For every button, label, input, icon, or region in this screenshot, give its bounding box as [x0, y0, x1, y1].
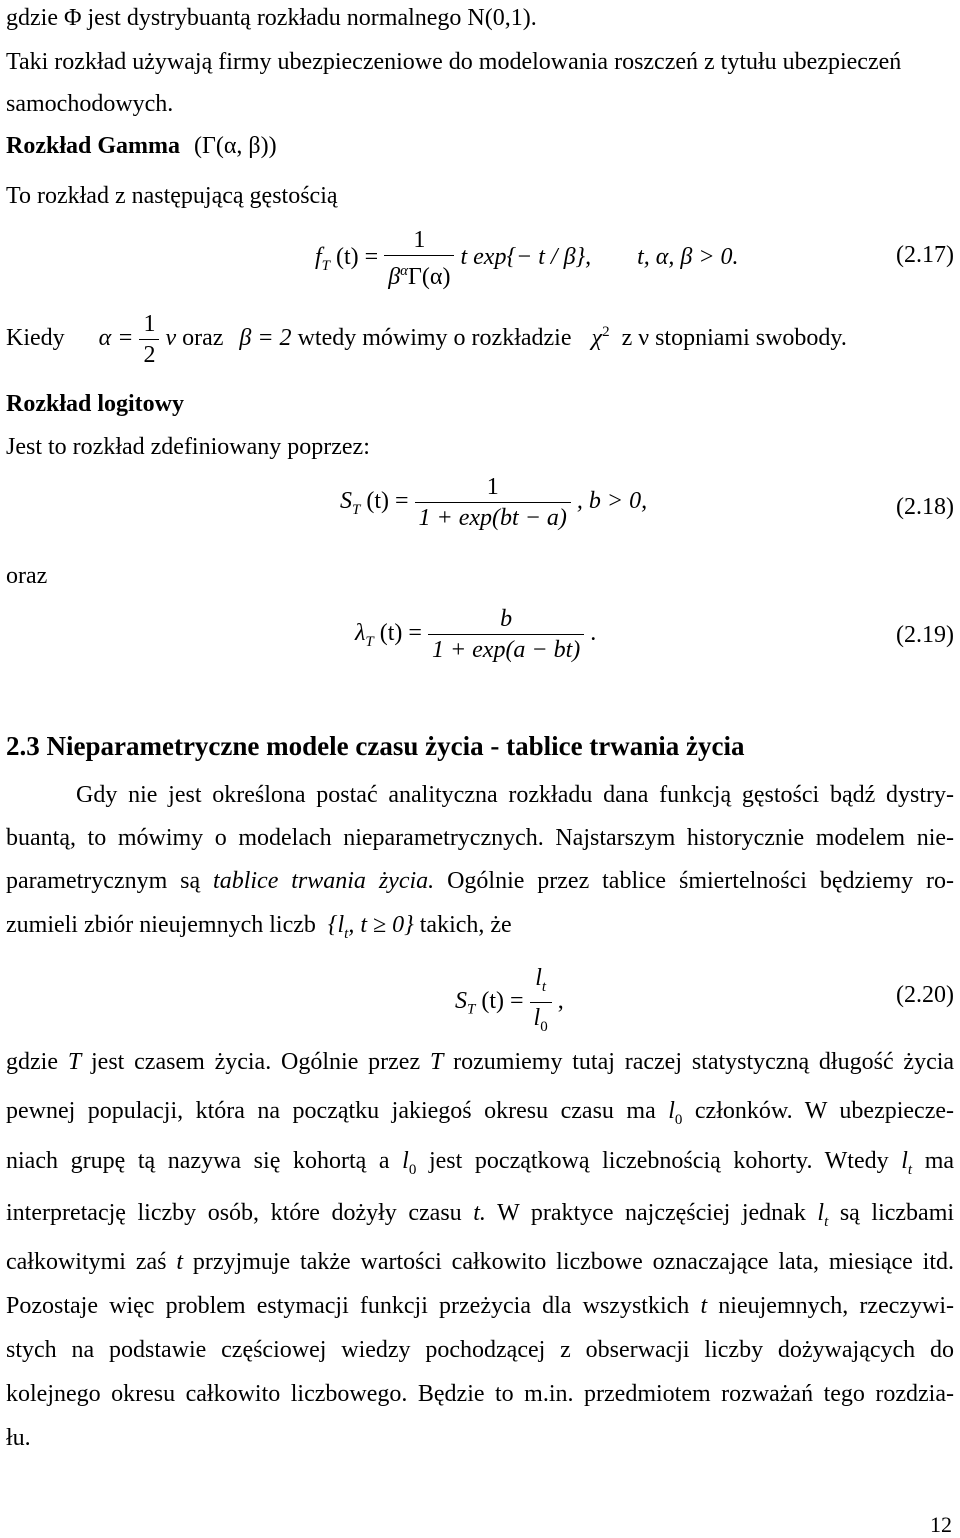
gamma-heading-label: Rozkład Gamma [6, 133, 180, 159]
kiedy-chi: χ [591, 325, 603, 352]
p3-a: parametrycznym są [6, 868, 201, 894]
eq-num-sub: t [541, 978, 547, 995]
paragraph-line [6, 866, 954, 896]
q3-b: l [402, 1148, 409, 1174]
eq-num-l: l [535, 965, 542, 991]
q3-d: l [901, 1148, 908, 1174]
eq-denominator [530, 1002, 552, 1042]
equation-number: (2.20) [896, 982, 954, 1008]
paragraph-line [6, 1198, 954, 1237]
eq-rhs: t exp{− t / β}, [460, 244, 592, 271]
eq-fraction [384, 225, 454, 292]
q3-a: niach grupę tą nazywa się kohortą a [6, 1148, 390, 1174]
eq-condition: . [590, 620, 597, 647]
q4-c: W praktyce najczęściej jednak [497, 1200, 806, 1226]
paragraph-line [6, 1047, 954, 1077]
q1-d: T [429, 1049, 444, 1075]
paragraph-line: Gdy nie jest określona postać analityczna rozkładu dana funkcją gęstości bądź dystry- [76, 782, 954, 808]
text-line: Jest to rozkład zdefiniowany poprzez: [6, 434, 370, 460]
q5-a: całkowitymi zaś [6, 1249, 167, 1275]
eq-arg: (t) = [366, 488, 409, 515]
q4-d: l [817, 1200, 825, 1226]
q4-d-sub: t [824, 1213, 829, 1230]
eq-fraction [415, 472, 571, 533]
eq-condition: , b > 0, [576, 488, 648, 515]
equation-2-19 [355, 604, 596, 665]
q5-c: przyjmuje także wartości całkowito liczbowe oznaczające lata, miesiące itd. [192, 1249, 955, 1275]
eq-lhs: S [455, 987, 467, 1014]
p3-b: tablice trwania życia. [213, 868, 435, 894]
p4-d: takich, że [419, 912, 512, 938]
q1-c: jest czasem życia. Ogólnie przez [91, 1049, 421, 1075]
equation-2-20 [455, 963, 564, 1042]
eq-arg: (t) = [481, 987, 524, 1014]
q3-e: ma [924, 1148, 955, 1174]
text-line: gdzie Φ jest dystrybuantą rozkładu normalnego N(0,1). [6, 5, 537, 31]
eq-denominator: 1 + exp(bt − a) [415, 502, 571, 533]
eq-condition: t, α, β > 0. [637, 244, 739, 271]
q2-a: pewnej populacji, która na początku jakiegoś okresu czasu ma [6, 1098, 656, 1124]
kiedy-beta: β = 2 [239, 325, 292, 352]
eq-condition: , [557, 987, 564, 1014]
eq-den-sub: 0 [540, 1018, 548, 1035]
kiedy-suffix: z ν stopniami swobody. [621, 325, 847, 352]
paragraph-line [6, 1247, 954, 1277]
eq-denominator: 1 + exp(a − bt) [428, 634, 584, 665]
kiedy-num: 1 [143, 311, 156, 337]
text-line: samochodowych. [6, 91, 174, 117]
kiedy-prefix: Kiedy [6, 325, 65, 352]
text-line: To rozkład z następującą gęstością [6, 183, 338, 209]
paragraph-line [6, 1146, 954, 1185]
oraz-label: oraz [6, 563, 48, 589]
kiedy-mid: oraz [182, 325, 224, 352]
page-number: 12 [930, 1512, 952, 1537]
q4-e: są liczbami [839, 1200, 955, 1226]
kiedy-alpha: α = [98, 325, 134, 352]
eq-sub: T [467, 1001, 476, 1018]
gamma-heading-symbol: (Γ(α, β)) [194, 133, 277, 159]
eq-sub: T [321, 257, 331, 274]
q1-b: T [67, 1049, 82, 1075]
kiedy-line [6, 309, 847, 370]
p3-c: Ogólnie przez tablice śmiertelności będziemy ro- [447, 868, 955, 894]
eq-numerator [530, 963, 552, 1002]
paragraph-line: stych na podstawie częściowej wiedzy pochodzącej z obserwacji liczby dożywających do [6, 1337, 954, 1363]
eq-fraction [530, 963, 552, 1042]
eq-den-rest: Γ(α) [408, 264, 451, 290]
q3-c: jest początkową liczebnością kohorty. Wtedy [428, 1148, 889, 1174]
p4-b-sub: t [344, 925, 349, 942]
eq-den-sup: α [400, 263, 409, 279]
paragraph-line: łu. [6, 1425, 31, 1451]
kiedy-chi-sup: 2 [602, 324, 610, 341]
eq-arg: (t) = [379, 620, 422, 647]
eq-numerator: b [500, 606, 513, 632]
eq-numerator: 1 [413, 227, 426, 253]
eq-numerator: 1 [486, 474, 499, 500]
eq-lhs: S [340, 488, 352, 515]
p4-b [327, 912, 414, 942]
equation-2-18 [340, 472, 647, 533]
p4-a: zumieli zbiór nieujemnych liczb [6, 912, 316, 938]
eq-lhs: f [315, 244, 322, 271]
eq-den-beta: β [388, 264, 401, 290]
kiedy-text: wtedy mówimy o rozkładzie [297, 325, 572, 352]
eq-fraction [428, 604, 584, 665]
kiedy-fraction [139, 309, 159, 370]
paragraph-line: kolejnego okresu całkowito liczbowego. Będzie to m.in. przedmiotem rozważań tego rozdzia- [6, 1381, 954, 1407]
q1-a: gdzie [6, 1049, 58, 1075]
section-heading: 2.3 Nieparametryczne modele czasu życia - tablice trwania życia [6, 731, 745, 761]
eq-lhs: λ [355, 620, 366, 647]
eq-arg: (t) = [336, 244, 379, 271]
q4-a: interpretację liczby osób, które dożyły czasu [6, 1200, 462, 1226]
q3-d-sub: t [907, 1161, 913, 1178]
equation-2-17 [315, 225, 739, 292]
kiedy-nu: ν [165, 325, 177, 352]
eq-sub: T [365, 633, 374, 650]
q2-c: członków. W ubezpiecze- [694, 1098, 954, 1124]
equation-number: (2.19) [896, 622, 954, 648]
logit-heading: Rozkład logitowy [6, 391, 185, 417]
equation-number: (2.17) [896, 242, 954, 268]
text-line: Taki rozkład używają firmy ubezpieczeniowe do modelowania roszczeń z tytułu ubezpieczeń [6, 49, 902, 75]
eq-den-l: l [533, 1004, 541, 1031]
eq-denominator [384, 255, 454, 292]
q2-b-sub: 0 [674, 1111, 683, 1128]
gamma-heading [6, 131, 277, 161]
paragraph-line [6, 1291, 954, 1321]
p4-c: , t ≥ 0} [348, 912, 414, 938]
q4-b: t. [473, 1200, 486, 1226]
q5-b: t [176, 1249, 184, 1275]
paragraph-line: buantą, to mówimy o modelach nieparametrycznych. Najstarszym historycznie modelem nie- [6, 825, 954, 851]
paragraph-line [6, 910, 512, 949]
q2-b: l [668, 1098, 675, 1124]
equation-number: (2.18) [896, 494, 954, 520]
q3-b-sub: 0 [408, 1161, 417, 1178]
kiedy-den: 2 [139, 339, 159, 370]
q6-c: nieujemnych, rzeczywi- [718, 1293, 955, 1319]
p4-b-l: {l [327, 912, 345, 938]
q6-b: t [700, 1293, 708, 1319]
q6-a: Pozostaje więc problem estymacji funkcji przeżycia dla wszystkich [6, 1293, 690, 1319]
paragraph-line [6, 1096, 954, 1135]
eq-sub: T [352, 501, 361, 518]
q1-e: rozumiemy tutaj raczej statystyczną długość życia [453, 1049, 955, 1075]
